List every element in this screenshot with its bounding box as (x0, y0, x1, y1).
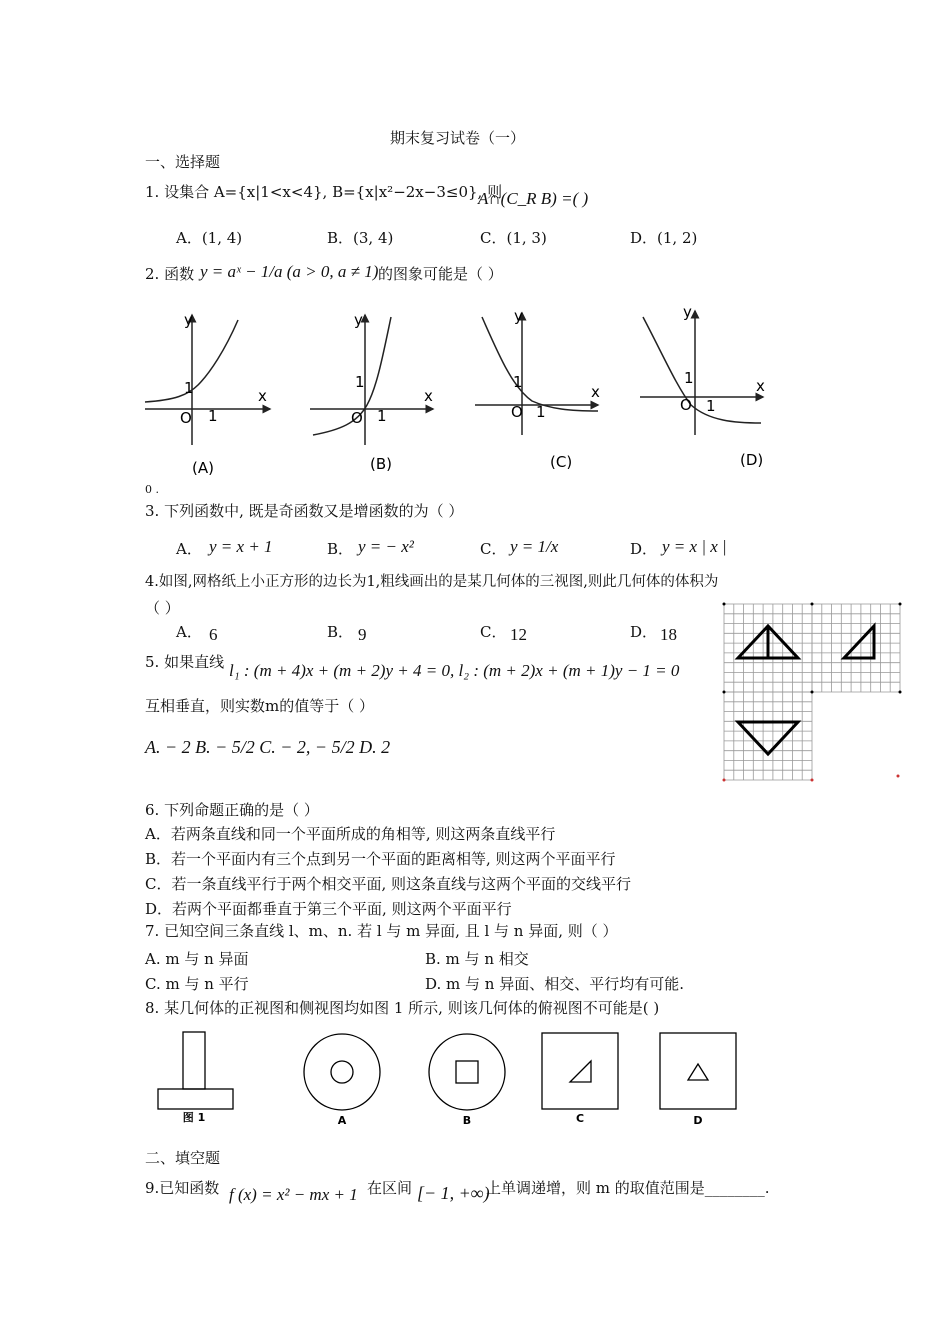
graph-b-o: O (351, 409, 363, 427)
q6-option: B．若一个平面内有三个点到另一个平面的距离相等, 则这两个平面平行 (145, 850, 616, 868)
q1-stem: 1. 设集合 A={x|1<x<4}, B={x|x²−2x−3≤0}, 则 (145, 183, 503, 201)
q3-opt-letter: B． (327, 540, 354, 558)
graph-a-o: O (180, 409, 192, 427)
graph-d-1x: 1 (706, 397, 716, 415)
graph-a-y: y (184, 311, 193, 329)
q8-stem: 8. 某几何体的正视图和侧视图均如图 1 所示, 则该几何体的俯视图不可能是( ) (145, 999, 660, 1017)
page-title: 期末复习试卷（一） (390, 129, 526, 147)
q3-opt-letter: A． (176, 540, 202, 558)
graph-d-1: 1 (684, 369, 694, 387)
graph-a-label: (A) (192, 459, 214, 477)
section-choice: 一、选择题 (145, 153, 221, 171)
q4-opt-value: 9 (358, 625, 367, 644)
section-fill: 二、填空题 (145, 1149, 221, 1167)
q3-stem: 3. 下列函数中, 既是奇函数又是增函数的为（ ） (145, 502, 464, 520)
fig-a-outer (304, 1034, 380, 1110)
q6-stem: 6. 下列命题正确的是（ ） (145, 801, 319, 819)
q9-prefix: 9.已知函数 (145, 1179, 220, 1197)
graph-b-1: 1 (355, 373, 365, 391)
graph-c-1: 1 (513, 373, 523, 391)
q5-options: A. − 2 B. − 5/2 C. − 2, − 5/2 D. 2 (145, 737, 391, 757)
fig-a-inner (331, 1061, 353, 1083)
graph-b-x: x (424, 387, 433, 405)
fig-b-outer (429, 1034, 505, 1110)
q9-mid: 在区间 (367, 1179, 413, 1197)
q2-graphs (140, 305, 780, 495)
stray-mark: 0 . (145, 483, 159, 496)
fig-b-inner (456, 1061, 478, 1083)
graph-a-1: 1 (184, 379, 194, 397)
q3-opt-formula: y = x | x | (662, 537, 727, 556)
q1-option: A．(1, 4) (176, 229, 243, 247)
q4-opt-letter: B． (327, 623, 354, 641)
q3-opt-formula: y = 1/x (510, 537, 559, 556)
graph-d (640, 311, 763, 435)
fig-d-inner (688, 1064, 708, 1080)
q4-stem: 4.如图,网格纸上小正方形的边长为1,粗线画出的是某几何体的三视图,则此几何体的体积为 (145, 574, 719, 590)
fig-d-label: D (693, 1114, 703, 1127)
graph-b-y: y (354, 311, 363, 329)
fig1-base (158, 1089, 233, 1109)
q4-opt-letter: A． (176, 623, 202, 641)
top-view-shape (738, 722, 798, 754)
q2-prefix: 2. 函数 (145, 265, 195, 283)
fig-b-label: B (462, 1114, 472, 1127)
fig1-stem (183, 1032, 205, 1089)
q4-opt-letter: D． (630, 623, 658, 641)
q4-opt-value: 12 (510, 625, 527, 644)
q3-opt-letter: D． (630, 540, 658, 558)
graph-d-o: O (680, 396, 692, 414)
graph-b (310, 315, 433, 445)
q7-option: A. m 与 n 异面 (145, 950, 249, 968)
q1-option: B．(3, 4) (327, 229, 394, 247)
q7-stem: 7. 已知空间三条直线 l、m、n. 若 l 与 m 异面, 且 l 与 n 异面, 则（ ） (145, 922, 618, 940)
q2-formula: y = aˣ − 1/a (a > 0, a ≠ 1) (200, 262, 379, 281)
q4-paren: （ ） (145, 599, 180, 617)
q5-formula: l₁ : (m + 4)x + (m + 2)y + 4 = 0, l₂ : (m + 2)x + (m + 1)y − 1 = 0 (229, 661, 680, 680)
q6-option: D．若两个平面都垂直于第三个平面, 则这两个平面平行 (145, 900, 512, 918)
q1-option: C．(1, 3) (480, 229, 547, 247)
graph-c-o: O (511, 403, 523, 421)
q4-opt-letter: C． (480, 623, 507, 641)
q9-function: f (x) = x² − mx + 1 (229, 1185, 358, 1204)
three-view-grid (724, 604, 904, 780)
q6-option: C．若一条直线平行于两个相交平面, 则这条直线与这两个平面的交线平行 (145, 875, 632, 893)
q2-suffix: 的图象可能是（ ） (378, 265, 503, 283)
graph-d-label: (D) (740, 451, 764, 469)
q1-expr: A∩(C_R B) =( ) (478, 189, 589, 208)
graph-a (145, 315, 270, 445)
graph-b-label: (B) (370, 455, 392, 473)
q5-line2: 互相垂直，则实数m的值等于（ ） (145, 697, 374, 715)
q7-option: B. m 与 n 相交 (425, 950, 529, 968)
q8-figures (150, 1028, 750, 1132)
graph-c-1x: 1 (536, 403, 546, 421)
graph-b-1x: 1 (377, 407, 387, 425)
q9-suffix: 上单调递增，则 m 的取值范围是________. (486, 1179, 770, 1197)
q3-opt-letter: C． (480, 540, 507, 558)
fig-c-label: C (575, 1112, 585, 1125)
q1-option: D．(1, 2) (630, 229, 698, 247)
graph-c-label: (C) (550, 453, 573, 471)
q5-prefix: 5. 如果直线 (145, 653, 225, 671)
graph-c-y: y (514, 307, 523, 325)
q7-option: D. m 与 n 异面、相交、平行均有可能. (425, 975, 684, 993)
graph-d-x: x (756, 377, 765, 395)
fig-d-outer (660, 1033, 736, 1109)
graph-a-x: x (258, 387, 267, 405)
graph-a-1x: 1 (208, 407, 218, 425)
fig-a-label: A (337, 1114, 347, 1127)
graph-d-y: y (683, 303, 692, 321)
q4-opt-value: 6 (209, 625, 218, 644)
q7-option: C. m 与 n 平行 (145, 975, 249, 993)
q4-opt-value: 18 (660, 625, 677, 644)
q3-opt-formula: y = − x² (358, 537, 414, 556)
q9-interval: [− 1, +∞) (417, 1183, 490, 1203)
fig-c-inner (570, 1061, 591, 1082)
graph-c-x: x (591, 383, 600, 401)
q3-opt-formula: y = x + 1 (209, 537, 273, 556)
q6-option: A．若两条直线和同一个平面所成的角相等, 则这两条直线平行 (145, 825, 556, 843)
fig-c-outer (542, 1033, 618, 1109)
fig1-label: 图 1 (182, 1111, 206, 1124)
